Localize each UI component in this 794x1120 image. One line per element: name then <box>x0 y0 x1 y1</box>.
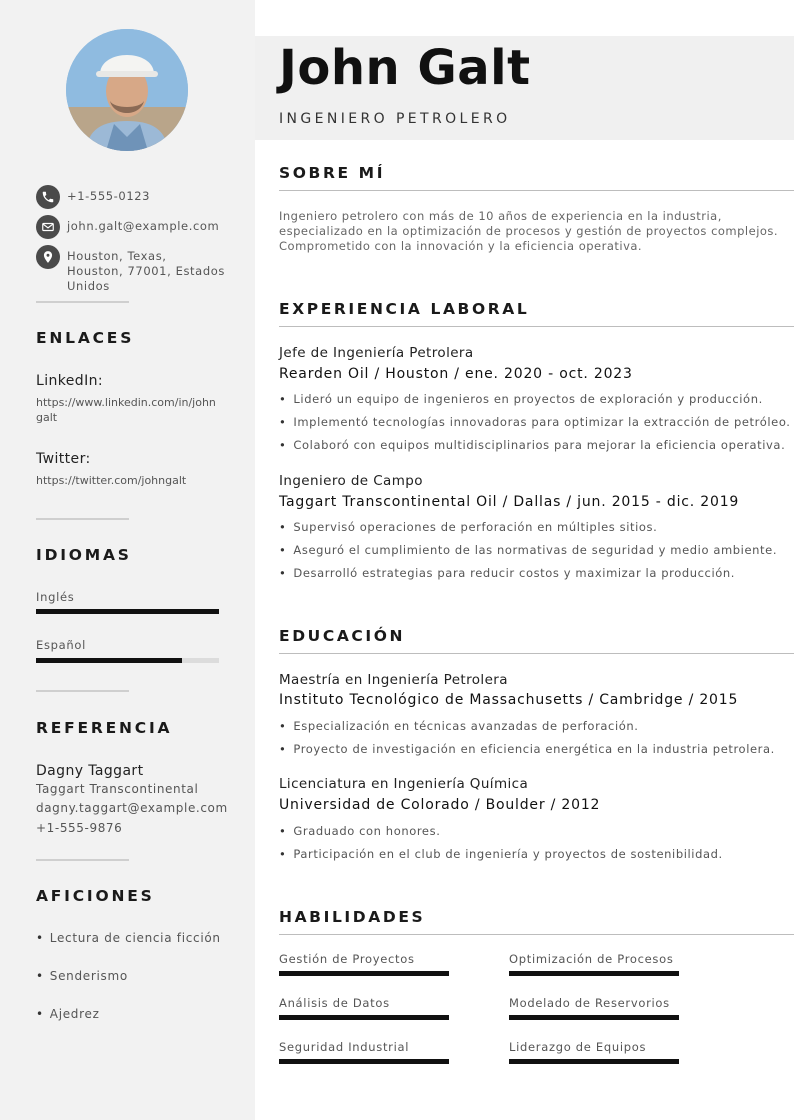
job-bullet: • Supervisó operaciones de perforación en múltiples sitios. <box>279 520 657 534</box>
links-heading: ENLACES <box>36 329 135 347</box>
reference-company: Taggart Transcontinental <box>36 782 199 796</box>
skill-level-fill <box>509 971 679 976</box>
phone-icon <box>36 185 60 209</box>
sidebar-divider <box>36 301 129 303</box>
language-label: Español <box>36 638 87 652</box>
reference-name: Dagny Taggart <box>36 763 144 779</box>
hobby-item: • Senderismo <box>36 969 128 983</box>
candidate-name: John Galt <box>279 40 531 96</box>
contact-address-text: Houston, Texas, Houston, 77001, Estados Unidos <box>67 249 225 293</box>
experience-heading: EXPERIENCIA LABORAL <box>279 300 530 318</box>
skill-level-bar <box>279 971 449 976</box>
job-org: Taggart Transcontinental Oil / Dallas / jun. 2015 - dic. 2019 <box>279 494 740 510</box>
reference-email[interactable]: dagny.taggart@example.com <box>36 801 228 815</box>
candidate-title: INGENIERO PETROLERO <box>279 111 511 127</box>
profile-photo-illustration <box>66 29 188 151</box>
education-bullet: • Proyecto de investigación en eficiencia energética en la industria petrolera. <box>279 742 775 756</box>
sidebar-divider <box>36 518 129 520</box>
education-bullet: • Participación en el club de ingeniería y proyectos de sostenibilidad. <box>279 847 723 861</box>
hobbies-heading: AFICIONES <box>36 887 155 905</box>
languages-heading: IDIOMAS <box>36 546 132 564</box>
hobby-item: • Lectura de ciencia ficción <box>36 931 221 945</box>
education-bullet: • Graduado con honores. <box>279 824 440 838</box>
section-rule <box>279 190 794 191</box>
skill-level-bar <box>509 1059 679 1064</box>
skill-level-bar <box>509 1015 679 1020</box>
envelope-icon <box>36 215 60 239</box>
language-label: Inglés <box>36 590 75 604</box>
profile-photo <box>66 29 188 151</box>
job-bullet: • Implementó tecnologías innovadoras para optimizar la extracción de petróleo. <box>279 415 791 429</box>
skill-level-fill <box>509 1015 679 1020</box>
contact-email <box>36 215 227 239</box>
sidebar-divider <box>36 690 129 692</box>
skill-level-fill <box>279 1059 449 1064</box>
contact-phone <box>36 185 227 209</box>
contact-address <box>36 245 227 294</box>
job-bullet: • Aseguró el cumplimiento de las normativas de seguridad y medio ambiente. <box>279 543 777 557</box>
skill-level-bar <box>279 1059 449 1064</box>
skill-label: Análisis de Datos <box>279 996 390 1010</box>
contact-email-text[interactable]: john.galt@example.com <box>67 219 220 233</box>
skill-level-fill <box>509 1059 679 1064</box>
skill-label: Liderazgo de Equipos <box>509 1040 647 1054</box>
education-heading: EDUCACIÓN <box>279 627 406 645</box>
job-role: Jefe de Ingeniería Petrolera <box>279 345 474 361</box>
skill-level-bar <box>279 1015 449 1020</box>
reference-phone: +1-555-9876 <box>36 821 123 835</box>
skills-heading: HABILIDADES <box>279 908 426 926</box>
reference-heading: REFERENCIA <box>36 719 173 737</box>
job-org: Rearden Oil / Houston / ene. 2020 - oct. 2023 <box>279 366 633 382</box>
section-rule <box>279 653 794 654</box>
linkedin-label: LinkedIn: <box>36 373 103 389</box>
education-degree: Licenciatura en Ingeniería Química <box>279 776 529 792</box>
contact-phone-text: +1-555-0123 <box>67 189 151 203</box>
about-text: Ingeniero petrolero con más de 10 años de experiencia en la industria, especializado en la optimización de procesos y gestión de proyectos complejos. Comprometido con la innovación y la eficiencia operativa. <box>279 209 779 253</box>
skill-level-bar <box>509 971 679 976</box>
location-pin-icon <box>36 245 60 269</box>
education-bullet: • Especialización en técnicas avanzadas de perforación. <box>279 719 639 733</box>
language-level-bar <box>36 609 219 614</box>
education-degree: Maestría en Ingeniería Petrolera <box>279 672 508 688</box>
language-level-fill <box>36 609 219 614</box>
language-level-fill <box>36 658 182 663</box>
skill-level-fill <box>279 1015 449 1020</box>
about-heading: SOBRE MÍ <box>279 164 386 182</box>
job-bullet: • Lideró un equipo de ingenieros en proyectos de exploración y producción. <box>279 392 763 406</box>
job-role: Ingeniero de Campo <box>279 473 423 489</box>
skill-label: Gestión de Proyectos <box>279 952 415 966</box>
skill-label: Modelado de Reservorios <box>509 996 670 1010</box>
education-school: Universidad de Colorado / Boulder / 2012 <box>279 797 601 813</box>
hobby-item: • Ajedrez <box>36 1007 100 1021</box>
section-rule <box>279 934 794 935</box>
twitter-label: Twitter: <box>36 451 91 467</box>
skill-label: Optimización de Procesos <box>509 952 674 966</box>
linkedin-link[interactable]: https://www.linkedin.com/in/johngalt <box>36 396 216 424</box>
job-bullet: • Desarrolló estrategias para reducir costos y maximizar la producción. <box>279 566 735 580</box>
twitter-link[interactable]: https://twitter.com/johngalt <box>36 474 187 487</box>
job-bullet: • Colaboró con equipos multidisciplinarios para mejorar la eficiencia operativa. <box>279 438 785 452</box>
section-rule <box>279 326 794 327</box>
skill-label: Seguridad Industrial <box>279 1040 410 1054</box>
language-level-bar <box>36 658 219 663</box>
skill-level-fill <box>279 971 449 976</box>
sidebar-divider <box>36 859 129 861</box>
education-school: Instituto Tecnológico de Massachusetts / Cambridge / 2015 <box>279 692 739 708</box>
